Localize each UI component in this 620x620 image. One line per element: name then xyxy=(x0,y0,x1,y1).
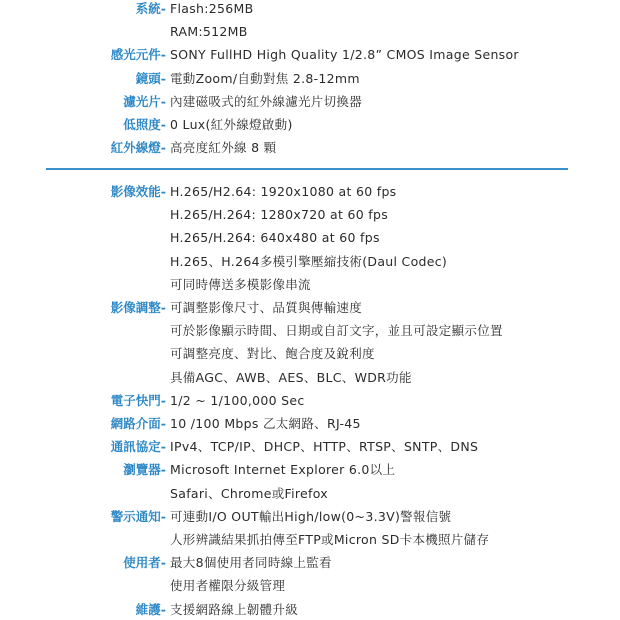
spec-value: 使用者權限分級管理 xyxy=(170,578,286,594)
spec-row xyxy=(0,389,620,412)
spec-value: 可連動I/O OUT輸出High/low(0~3.3V)警報信號 xyxy=(170,508,452,524)
spec-row xyxy=(0,412,620,435)
spec-row xyxy=(0,90,620,113)
spec-label: 低照度- xyxy=(123,117,166,133)
spec-value: RAM:512MB xyxy=(170,24,248,40)
spec-value: H.265/H.264: 1280x720 at 60 fps xyxy=(170,207,389,223)
spec-row xyxy=(0,551,620,597)
spec-label: 電子快門- xyxy=(110,392,166,408)
spec-value: 最大8個使用者同時線上監看 xyxy=(170,555,332,571)
spec-value: H.265/H.264: 640x480 at 60 fps xyxy=(170,230,380,246)
spec-values xyxy=(170,296,620,389)
spec-values xyxy=(170,389,620,412)
spec-label: 影像效能- xyxy=(110,184,166,199)
spec-label: 系統- xyxy=(135,1,166,16)
spec-label: 網路介面- xyxy=(110,416,166,432)
spec-values xyxy=(170,551,620,597)
spec-values xyxy=(170,458,620,504)
spec-values xyxy=(170,67,620,90)
spec-row xyxy=(0,136,620,159)
spec-values xyxy=(170,90,620,113)
spec-values xyxy=(170,505,620,551)
section-divider xyxy=(46,168,568,170)
spec-row xyxy=(0,598,620,620)
spec-value: Microsoft Internet Explorer 6.0以上 xyxy=(170,462,396,478)
spec-values xyxy=(170,412,620,435)
spec-group-features xyxy=(0,180,620,620)
spec-value: 可同時傳送多模影像串流 xyxy=(170,276,311,292)
spec-row xyxy=(0,505,620,551)
spec-label: 影像調整- xyxy=(110,300,166,316)
spec-value: 10 /100 Mbps 乙太網路、RJ-45 xyxy=(170,416,361,432)
spec-row xyxy=(0,435,620,458)
spec-values xyxy=(170,598,620,620)
spec-label: 瀏覽器- xyxy=(123,462,166,478)
spec-label: 使用者- xyxy=(123,555,166,571)
spec-value: 電動Zoom/自動對焦 2.8-12mm xyxy=(170,70,360,86)
spec-values xyxy=(170,43,620,66)
spec-group-hardware xyxy=(0,0,620,159)
spec-row xyxy=(0,113,620,136)
spec-label: 濾光片- xyxy=(123,93,166,109)
spec-label: 紅外線燈- xyxy=(110,140,166,156)
spec-value: Safari、Chrome或Firefox xyxy=(170,485,328,501)
spec-row xyxy=(0,458,620,504)
spec-value: 支援網路線上韌體升級 xyxy=(170,601,299,617)
spec-value: H.265/H2.64: 1920x1080 at 60 fps xyxy=(170,184,397,199)
spec-values xyxy=(170,435,620,458)
spec-value: 人形辨識結果抓拍傳至FTP或Micron SD卡本機照片儲存 xyxy=(170,532,490,548)
spec-values xyxy=(170,136,620,159)
spec-label: 通訊協定- xyxy=(110,439,166,455)
spec-label: 維護- xyxy=(135,601,166,617)
spec-values xyxy=(170,0,620,43)
spec-row xyxy=(0,296,620,389)
spec-values xyxy=(170,113,620,136)
spec-value: 0 Lux(紅外線燈啟動) xyxy=(170,117,293,133)
spec-label: 感光元件- xyxy=(110,47,166,63)
spec-value: 可於影像顯示時間、日期或自訂文字，並且可設定顯示位置 xyxy=(170,323,503,339)
spec-value: H.265、H.264多模引擎壓縮技術(Daul Codec) xyxy=(170,253,448,269)
spec-value: 1/2 ~ 1/100,000 Sec xyxy=(170,392,305,408)
spec-row xyxy=(0,0,620,43)
spec-values xyxy=(170,180,620,296)
spec-value: IPv4、TCP/IP、DHCP、HTTP、RTSP、SNTP、DNS xyxy=(170,439,479,455)
spec-label: 鏡頭- xyxy=(135,70,166,86)
spec-row xyxy=(0,67,620,90)
spec-value: 具備AGC、AWB、AES、BLC、WDR功能 xyxy=(170,369,412,385)
spec-value: 高亮度紅外線 8 顆 xyxy=(170,140,277,156)
spec-row xyxy=(0,180,620,296)
spec-label: 警示通知- xyxy=(110,508,166,524)
spec-value: 內建磁吸式的紅外線濾光片切換器 xyxy=(170,93,363,109)
spec-value: SONY FullHD High Quality 1/2.8” CMOS Image Sensor xyxy=(170,47,519,63)
spec-value: 可調整亮度、對比、飽合度及銳利度 xyxy=(170,346,375,362)
spec-value: 可調整影像尺寸、品質與傳輸速度 xyxy=(170,300,363,316)
spec-value: Flash:256MB xyxy=(170,1,254,16)
spec-row xyxy=(0,43,620,66)
